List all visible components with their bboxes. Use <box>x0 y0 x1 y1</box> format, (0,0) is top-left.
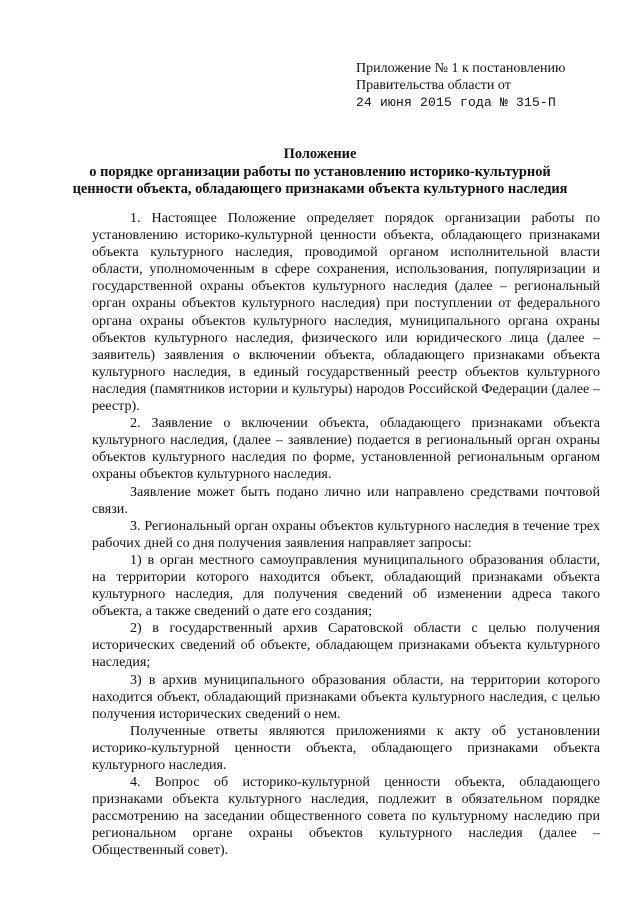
annex-line-2: Правительства области от <box>356 78 511 93</box>
annex-header <box>356 60 565 111</box>
paragraph-1: 1. Настоящее Положение определяет порядок организации работы по установлению историко-культурной ценности объекта, обладающего признаками объекта культурного наследия, проводимой органом исполнительной власти области, уполномоченным в сфере сохранения, использования, популяризации и государственной охраны объектов культурного наследия (далее – региональный орган охраны объектов культурного наследия) при поступлении от федерального органа охраны объектов культурного наследия, муниципального органа охраны объектов культурного наследия, физического или юридического лица (далее – заявитель) заявления о включении объекта, обладающего признаками объекта культурного наследия, в единый государственный реестр объектов культурного наследия (памятников истории и культуры) народов Российской Федерации (далее – реестр). <box>92 210 600 415</box>
paragraph-3: Заявление может быть подано лично или направлено средствами почтовой связи. <box>92 483 600 517</box>
title-line-3: ценности объекта, обладающего признаками объекта культурного наследия <box>72 181 568 197</box>
paragraph-4: 3. Региональный орган охраны объектов культурного наследия в течение трех рабочих дней со дня получения заявления направляет запросы: <box>92 517 600 551</box>
document-body <box>92 210 600 860</box>
document-title <box>40 146 600 199</box>
paragraph-2: 2. Заявление о включении объекта, обладающего признаками объекта культурного наследия, (далее – заявление) подается в региональный орган охраны объектов культурного наследия по форме, установленной региональным органом охраны объектов культурного наследия. <box>92 415 600 483</box>
paragraph-7: 3) в архив муниципального образования области, на территории которого находится объект, обладающий признаками объекта культурного наследия, с целью получения исторических сведений о нем. <box>92 671 600 722</box>
paragraph-6: 2) в государственный архив Саратовской области с целью получения исторических сведений об объекте, обладающем признаками объекта культурного наследия; <box>92 620 600 671</box>
paragraph-9: 4. Вопрос об историко-культурной ценности объекта, обладающего признаками объекта культурного наследия, подлежит в обязательном порядке рассмотрению на заседании общественного совета по культурному наследию при региональном органе охраны объектов культурного наследия (далее – Общественный совет). <box>92 774 600 859</box>
title-line-1: Положение <box>283 146 357 162</box>
annex-date-stamp: 24 июня 2015 года № 315-П <box>356 95 557 110</box>
annex-line-1: Приложение № 1 к постановлению <box>356 61 566 76</box>
paragraph-5: 1) в орган местного самоуправления муниципального образования области, на территории которого находится объект, обладающий признаками объекта культурного наследия, для получения сведений об изменении адреса такого объекта, а также сведений о дате его создания; <box>92 551 600 620</box>
title-line-2: о порядке организации работы по установлению историко-культурной <box>89 163 551 180</box>
paragraph-8: Полученные ответы являются приложениями к акту об установлении историко-культурной ценности объекта, обладающего признаками объекта культурного наследия. <box>92 722 600 773</box>
